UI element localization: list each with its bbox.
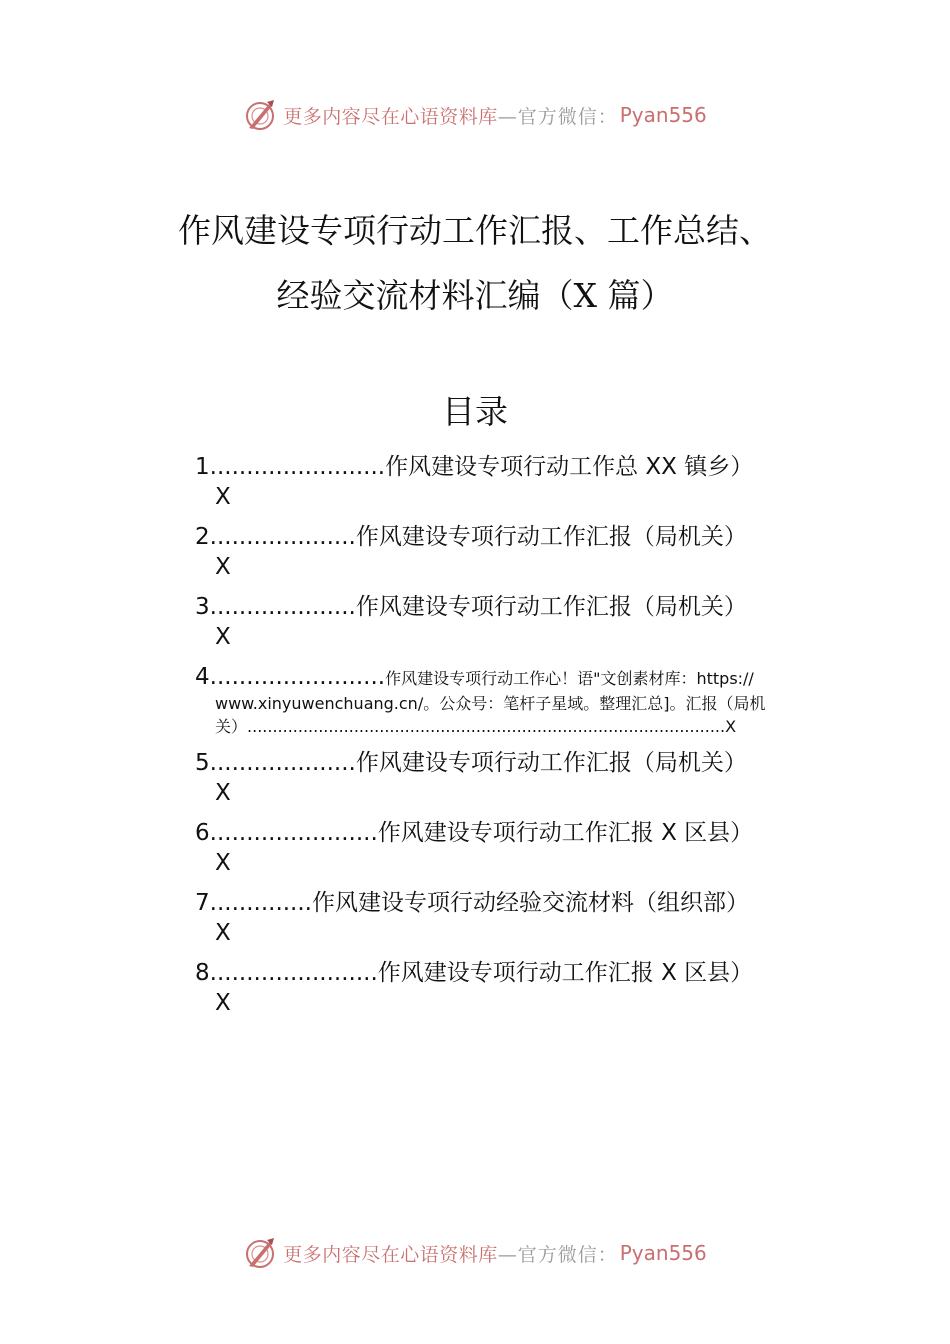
- toc-entry-number: 5: [195, 750, 210, 776]
- toc-entry-number: 6: [195, 820, 210, 846]
- toc-entry-3[interactable]: [195, 592, 805, 662]
- toc-entry-4[interactable]: [195, 662, 805, 748]
- toc-entry-title: 作风建设专项行动工作总 XX 镇乡）: [385, 454, 754, 480]
- document-title-line-2: 经验交流材料汇编（X 篇）: [276, 276, 674, 315]
- toc-entry-number: 1: [195, 454, 210, 480]
- watermark-text: 更多内容尽在心语资料库: [283, 1243, 498, 1266]
- toc-entry-page: X: [215, 920, 231, 946]
- toc-entry-page: X: [725, 717, 737, 736]
- table-of-contents: [195, 452, 805, 1028]
- toc-leader-dots: ....................: [209, 594, 356, 620]
- toc-entry-title-cont: www.xinyuwenchuang.cn/。公众号：笔杆子星域。整理汇总]。汇报（局机: [215, 694, 766, 713]
- toc-entry-number: 8: [195, 960, 210, 986]
- toc-entry-title: 作风建设专项行动工作汇报 X 区县）: [377, 960, 754, 986]
- toc-entry-number: 4: [195, 664, 210, 690]
- watermark-text: 更多内容尽在心语资料库: [283, 105, 498, 128]
- toc-entry-title-end: 关）: [215, 717, 248, 736]
- watermark-wechat-id: Pyan556: [619, 1241, 707, 1265]
- toc-entry-2[interactable]: [195, 522, 805, 592]
- toc-entry-title: 作风建设专项行动工作汇报（局机关）: [355, 750, 747, 776]
- toc-entry-title: 作风建设专项行动经验交流材料（组织部）: [312, 890, 749, 916]
- toc-entry-title: 作风建设专项行动工作汇报（局机关）: [355, 594, 747, 620]
- document-title-line-1: 作风建设专项行动工作汇报、工作总结、: [178, 211, 772, 250]
- toc-entry-number: 3: [195, 594, 210, 620]
- toc-entry-page: X: [215, 990, 231, 1016]
- quill-seal-icon: [243, 1236, 277, 1270]
- toc-entry-7[interactable]: [195, 888, 805, 958]
- watermark-separator: —官方微信：: [497, 105, 618, 128]
- toc-heading: 目录: [442, 392, 508, 431]
- header-watermark: [0, 95, 950, 135]
- toc-leader-dots: ........................: [209, 454, 386, 480]
- toc-entry-5[interactable]: [195, 748, 805, 818]
- toc-entry-title: 作风建设专项行动工作汇报 X 区县）: [377, 820, 754, 846]
- toc-entry-number: 2: [195, 524, 210, 550]
- footer-watermark: [0, 1233, 950, 1273]
- toc-entry-6[interactable]: [195, 818, 805, 888]
- toc-entry-page: X: [215, 484, 231, 510]
- toc-leader-dots: .......................: [209, 820, 378, 846]
- toc-entry-page: X: [215, 850, 231, 876]
- toc-entry-8[interactable]: [195, 958, 805, 1028]
- toc-leader-dots: ....................: [209, 524, 356, 550]
- toc-leader-dots: ..............................................................................................: [247, 717, 726, 736]
- toc-entry-page: X: [215, 554, 231, 580]
- toc-entry-number: 7: [195, 890, 210, 916]
- toc-leader-dots: .......................: [209, 960, 378, 986]
- toc-entry-page: X: [215, 624, 231, 650]
- watermark-separator: —官方微信：: [497, 1243, 618, 1266]
- toc-entry-title: 作风建设专项行动工作心！语"文创素材库：https://: [385, 669, 754, 688]
- toc-leader-dots: ....................: [209, 750, 356, 776]
- quill-seal-icon: [243, 98, 277, 132]
- toc-entry-title: 作风建设专项行动工作汇报（局机关）: [355, 524, 747, 550]
- watermark-wechat-id: Pyan556: [619, 103, 707, 127]
- toc-entry-page: X: [215, 780, 231, 806]
- toc-entry-1[interactable]: [195, 452, 805, 522]
- toc-leader-dots: ..............: [209, 890, 312, 916]
- toc-leader-dots: ........................: [209, 664, 386, 690]
